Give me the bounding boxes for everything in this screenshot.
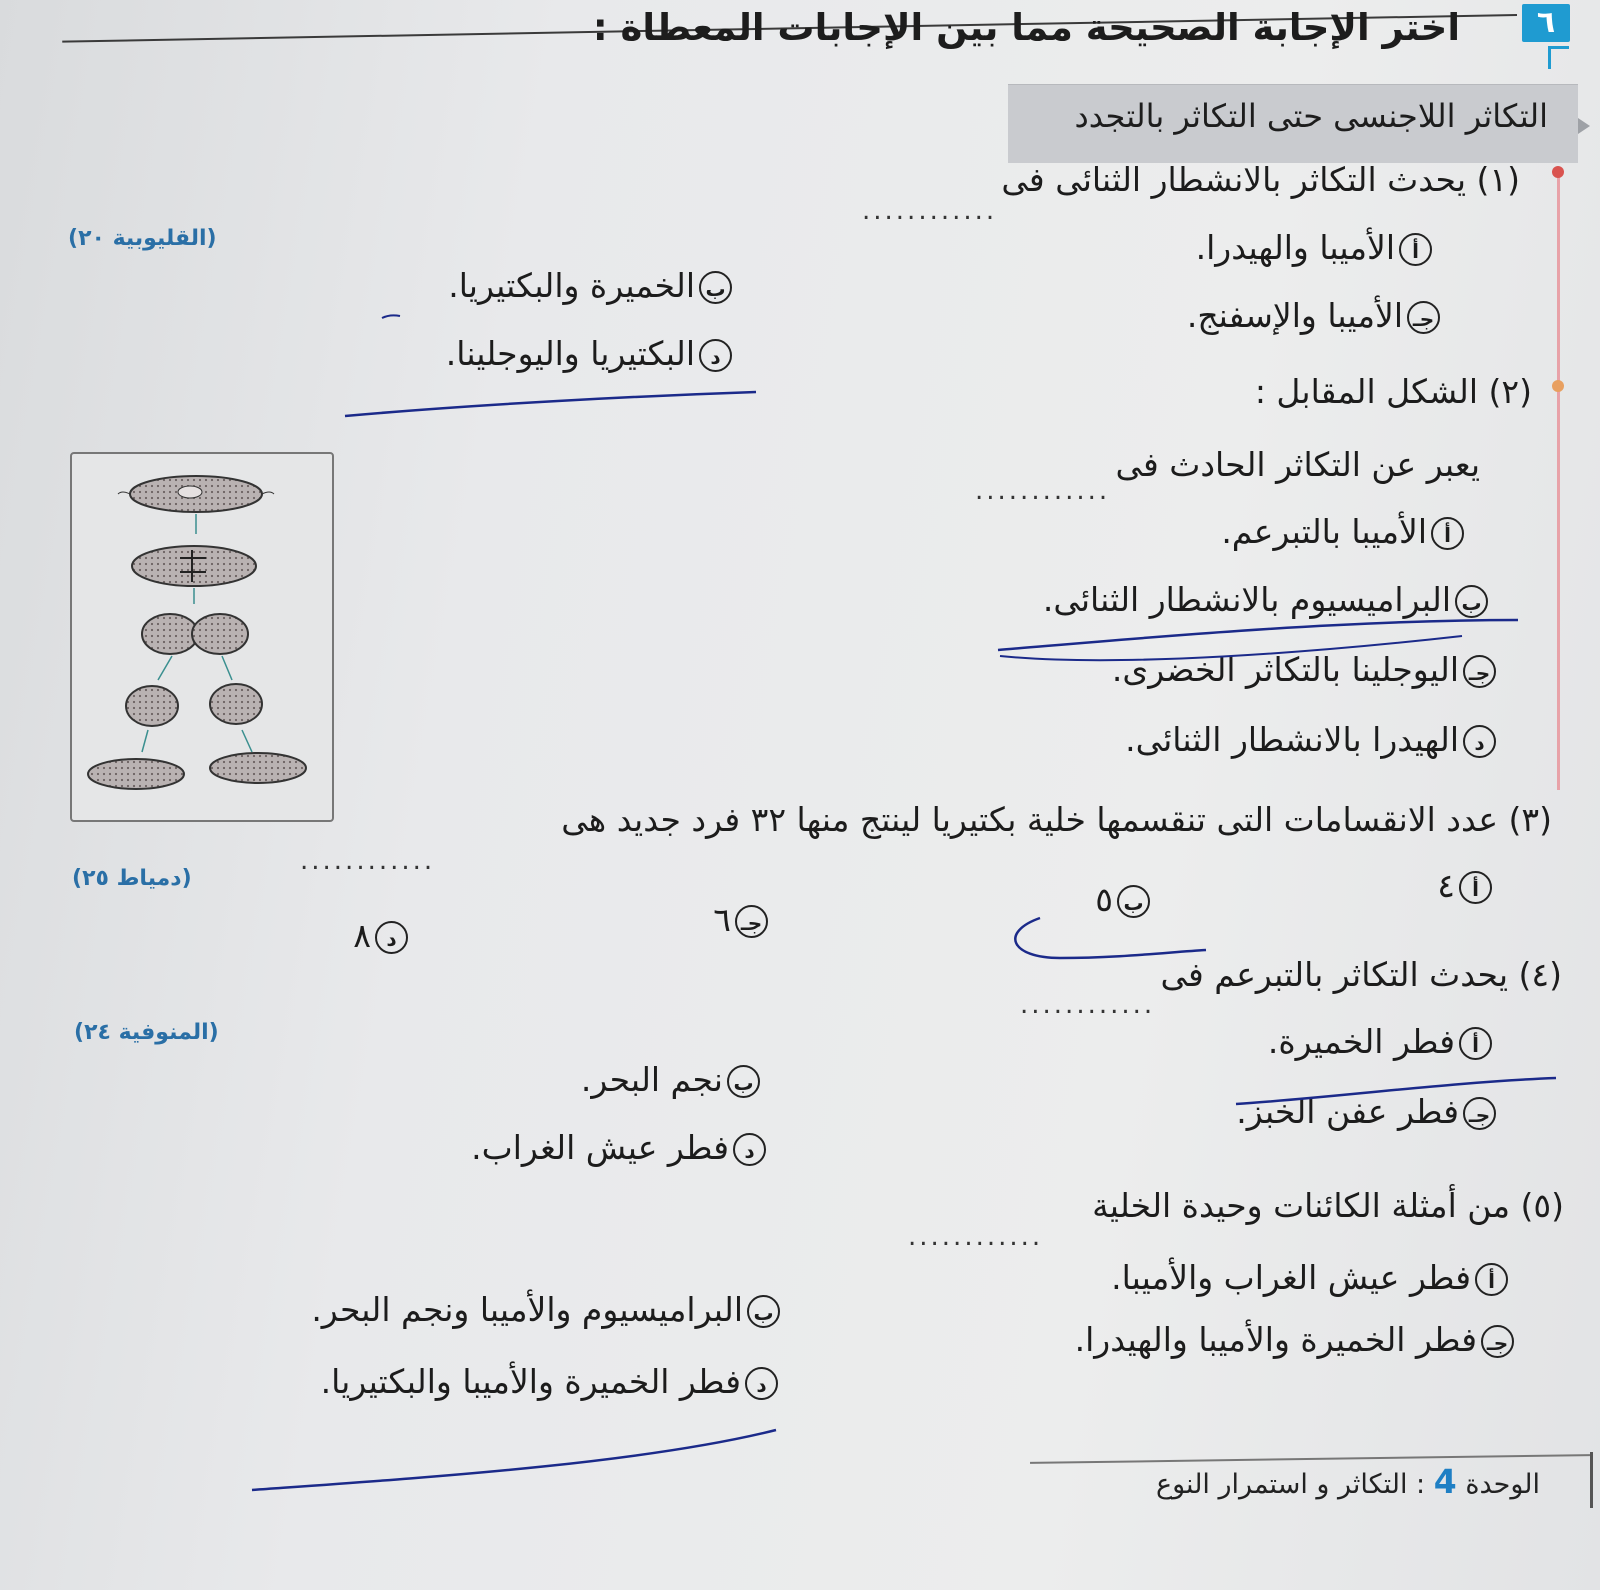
question-1-option-d[interactable]: دالبكتيريا واليوجلينا.	[446, 334, 732, 373]
question-3-option-b[interactable]: ب٥	[1095, 880, 1150, 919]
question-3-option-c[interactable]: جـ٦	[713, 900, 768, 939]
question-4-source: (المنوفية ٢٤)	[74, 1020, 219, 1045]
question-2-option-d[interactable]: دالهيدرا بالانشطار الثنائى.	[1125, 720, 1496, 759]
answer-blank: ............	[975, 476, 1111, 506]
ink-underline-q5	[252, 1430, 776, 1490]
question-2-option-c[interactable]: جـاليوجلينا بالتكاثر الخضرى.	[1112, 650, 1496, 689]
ink-tick-q1	[382, 315, 400, 318]
option-letter-circle: ب	[1117, 885, 1150, 918]
footer	[1156, 1462, 1540, 1501]
option-letter-circle: د	[1463, 725, 1496, 758]
question-1-stem: (١) يحدث التكاثر بالانشطار الثنائى فى	[1001, 160, 1520, 199]
question-3-option-d[interactable]: د٨	[353, 916, 408, 955]
option-letter-circle: ب	[727, 1065, 760, 1098]
question-5-option-d[interactable]: دفطر الخميرة والأميبا والبكتيريا.	[321, 1362, 778, 1401]
question-4-stem: (٤) يحدث التكاثر بالتبرعم فى	[1160, 955, 1562, 994]
question-5-option-a[interactable]: أفطر عيش الغراب والأميبا.	[1111, 1258, 1508, 1297]
unit-label: الوحدة	[1465, 1469, 1540, 1500]
question-3-source: (دمياط ٢٥)	[72, 866, 192, 891]
ink-underline-q4	[1236, 1078, 1556, 1104]
question-4-option-b[interactable]: بنجم البحر.	[581, 1060, 760, 1099]
question-number-badge: ٦	[1522, 4, 1570, 42]
footer-bar	[1590, 1452, 1593, 1508]
option-letter-circle: ب	[747, 1295, 780, 1328]
option-letter-circle: د	[375, 921, 408, 954]
question-4-option-a[interactable]: أفطر الخميرة.	[1268, 1022, 1492, 1061]
answer-blank: ............	[300, 846, 436, 876]
option-letter-circle: أ	[1475, 1263, 1508, 1296]
question-1-option-a[interactable]: أالأميبا والهيدرا.	[1196, 228, 1432, 267]
option-letter-circle: جـ	[1463, 655, 1496, 688]
option-letter-circle: د	[699, 339, 732, 372]
question-2-option-a[interactable]: أالأميبا بالتبرعم.	[1221, 512, 1464, 551]
question-3-stem: (٣) عدد الانقسامات التى تنقسمها خلية بكتيريا لينتج منها ٣٢ فرد جديد هى	[561, 800, 1552, 839]
answer-blank: ............	[908, 1222, 1044, 1252]
option-letter-circle: ب	[1455, 585, 1488, 618]
ink-underline-q2-lower	[1000, 636, 1462, 660]
question-2-option-b[interactable]: بالبراميسيوم بالانشطار الثنائى.	[1043, 580, 1488, 619]
option-letter-circle: جـ	[1463, 1097, 1496, 1130]
question-5-option-b[interactable]: بالبراميسيوم والأميبا ونجم البحر.	[311, 1290, 780, 1329]
ink-curve-q3	[1015, 918, 1206, 958]
option-letter-circle: جـ	[735, 905, 768, 938]
unit-number: 4	[1433, 1462, 1457, 1501]
question-2-stem-line2: يعبر عن التكاثر الحادث فى	[1115, 445, 1480, 484]
question-5-option-c[interactable]: جـفطر الخميرة والأميبا والهيدرا.	[1075, 1320, 1514, 1359]
question-1-source: (القليوبية ٢٠)	[68, 226, 217, 251]
question-3-option-a[interactable]: أ٤	[1437, 866, 1492, 905]
question-4-option-c[interactable]: جـفطر عفن الخبز.	[1236, 1092, 1496, 1131]
question-5-stem: (٥) من أمثلة الكائنات وحيدة الخلية	[1092, 1186, 1564, 1225]
footer-separator: :	[1416, 1469, 1426, 1500]
answer-blank: ............	[862, 196, 998, 226]
ink-underline-q1	[345, 392, 756, 416]
question-1-option-c[interactable]: جـالأميبا والإسفنج.	[1187, 296, 1440, 335]
question-1-option-b[interactable]: بالخميرة والبكتيريا.	[448, 266, 732, 305]
option-letter-circle: أ	[1459, 871, 1492, 904]
option-letter-circle: أ	[1459, 1027, 1492, 1060]
question-2-stem: (٢) الشكل المقابل :	[1254, 372, 1532, 411]
option-letter-circle: أ	[1431, 517, 1464, 550]
option-letter-circle: جـ	[1407, 301, 1440, 334]
option-letter-circle: د	[733, 1133, 766, 1166]
option-letter-circle: أ	[1399, 233, 1432, 266]
subtitle-text: التكاثر اللاجنسى حتى التكاثر بالتجدد	[1074, 97, 1548, 135]
option-letter-circle: د	[745, 1367, 778, 1400]
section-title: اختر الإجابة الصحيحة مما بين الإجابات المعطاة :	[592, 6, 1460, 49]
option-letter-circle: جـ	[1481, 1325, 1514, 1358]
answer-blank: ............	[1020, 990, 1156, 1020]
option-letter-circle: ب	[699, 271, 732, 304]
unit-title: التكاثر و استمرار النوع	[1155, 1469, 1408, 1500]
ink-underline-q2	[998, 620, 1518, 650]
question-4-option-d[interactable]: دفطر عيش الغراب.	[471, 1128, 766, 1167]
